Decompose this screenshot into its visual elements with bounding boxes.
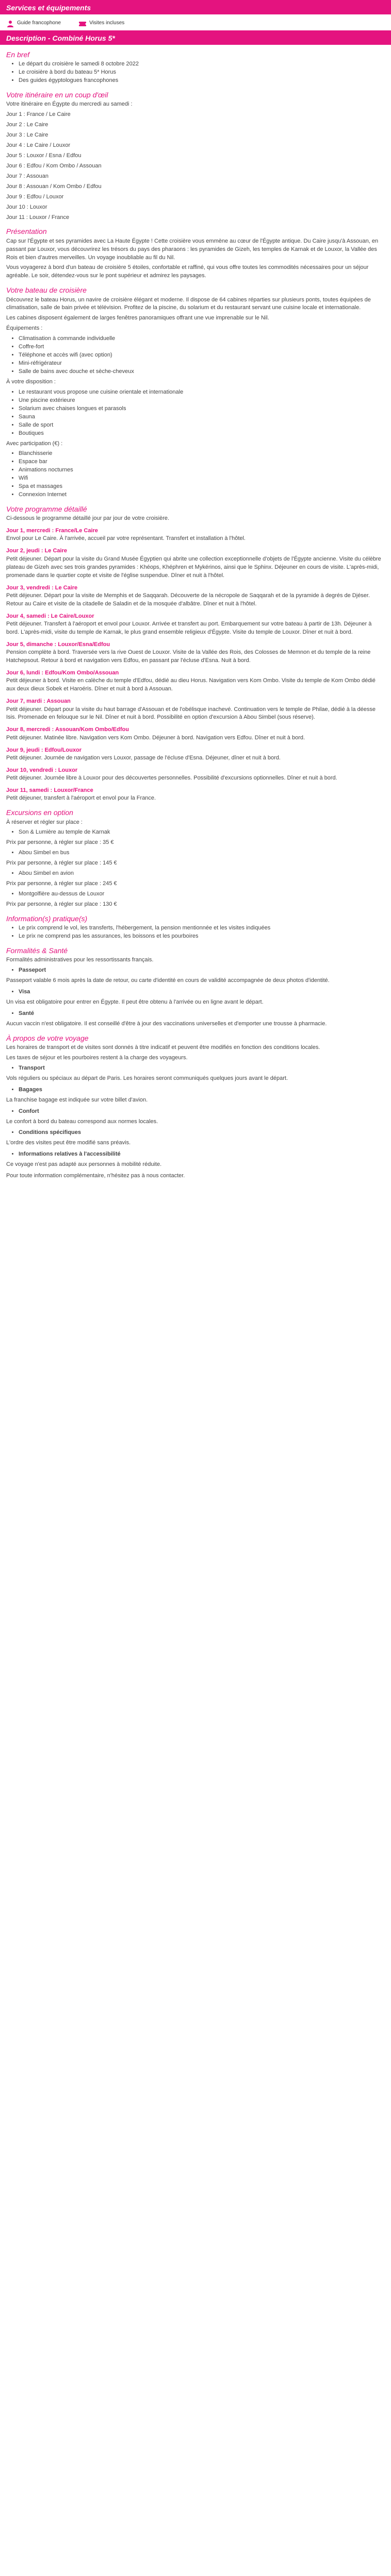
equipment-item: • Mini-réfrigérateur	[19, 360, 385, 368]
program-day-title: Jour 6, lundi : Edfou/Kom Ombo/Assouan	[6, 670, 119, 676]
overview-item: • Des guides égyptologues francophones	[19, 77, 385, 85]
equipment-item: • Téléphone et accès wifi (avec option)	[19, 351, 385, 360]
about-title-list	[6, 1086, 385, 1094]
formalities-heading: Formalités & Santé	[6, 946, 68, 955]
itinerary-day: Jour 7 : Assouan	[6, 173, 48, 179]
itinerary-day: Jour 3 : Le Caire	[6, 132, 48, 138]
equipment-item: • Salle de bains avec douche et sèche-cheveux	[19, 368, 385, 376]
paid-service-item: • Espace bar	[19, 458, 385, 466]
overview-item: • Le départ du croisière le samedi 8 octobre 2022	[19, 60, 385, 69]
about-item-title: • Confort	[19, 1108, 385, 1116]
itinerary-day: Jour 1 : France / Le Caire	[6, 111, 71, 118]
presentation-heading: Présentation	[6, 227, 47, 236]
information-list	[6, 924, 385, 941]
presentation-paragraph: Cap sur l'Égypte et ses pyramides avec La Haute Égypte ! Cette croisière vous emmène au cœur de l'Égypte antique. Du Caire jusqu'à Assouan, en passant par Louxor, vous découvrirez les trésors du pays des pharaons : les pyramides de Gizeh, les temples de Karnak et de Louxor, la Vallée des Rois et bien d'autres merveilles. Un voyage inoubliable au fil du Nil.	[6, 238, 379, 261]
services-title: Services et équipements	[6, 4, 91, 12]
product-page	[0, 0, 391, 1180]
formality-title-list	[6, 967, 385, 975]
service-item: • Une piscine extérieure	[19, 397, 385, 405]
description-title: Description - Combiné Horus 5*	[6, 34, 115, 42]
program-day-text: Petit déjeuner. Départ pour la visite du haut barrage d'Assouan et de l'obélisque inachevé. Continuation vers le temple de Philae, dédié à la déesse Isis. Promenade en felouque sur le Nil. Dîner et nuit à bord. Possibilité en option d'excursion à Abou Simbel (sous réserve).	[6, 706, 376, 721]
excursions-list	[6, 890, 385, 899]
formalities-notes	[6, 967, 385, 1028]
program-intro: Ci-dessous le programme détaillé jour par jour de votre croisière.	[6, 515, 170, 522]
about-item-text: L'ordre des visites peut être modifié sans préavis.	[6, 1140, 131, 1146]
excursion-name: Abou Simbel en avion	[19, 870, 74, 877]
about-notes	[6, 1064, 385, 1169]
formality-text: Aucun vaccin n'est obligatoire. Il est conseillé d'être à jour des vaccinations universelles et d'emporter une trousse à pharmacie.	[6, 1020, 327, 1027]
about-title-list	[6, 1108, 385, 1116]
formalities-intro: Formalités administratives pour les ressortissants français.	[6, 957, 154, 963]
program-day-title: Jour 8, mercredi : Assouan/Kom Ombo/Edfou	[6, 726, 129, 733]
program-day-text: Petit déjeuner, transfert à l'aéroport et envol pour la France.	[6, 795, 156, 802]
services-list	[6, 388, 385, 438]
itinerary-intro: Votre itinéraire en Égypte du mercredi au samedi :	[6, 101, 133, 108]
service-item: • Solarium avec chaises longues et parasols	[19, 405, 385, 413]
excursion-item	[19, 890, 385, 899]
service-item: • Salle de sport	[19, 421, 385, 430]
about-item-title: • Conditions spécifiques	[19, 1129, 385, 1137]
presentation-paragraph: Vous voyagerez à bord d'un bateau de croisière 5 étoiles, confortable et raffiné, qui vous offre toutes les commodités nécessaires pour un séjour agréable. Le soir, détendez-vous sur le pont supérieur et admirez les paysages.	[6, 264, 369, 279]
program-day-text: Petit déjeuner. Matinée libre. Navigation vers Kom Ombo. Déjeuner à bord. Navigation vers Edfou. Dîner et nuit à bord.	[6, 734, 305, 741]
about-title-list	[6, 1129, 385, 1137]
service-item: • Sauna	[19, 413, 385, 421]
program-day-text: Petit déjeuner. Journée libre à Louxor pour des découvertes personnelles. Possibilité d'excursions optionnelles. Dîner et nuit à bord.	[6, 775, 337, 782]
excursions-heading: Excursions en option	[6, 808, 73, 817]
excursion-name: Son & Lumière au temple de Karnak	[19, 829, 110, 836]
ticket-icon	[78, 20, 87, 28]
equipment-item: • Coffre-fort	[19, 343, 385, 351]
formality-title-list	[6, 1010, 385, 1018]
about-item-title: • Transport	[19, 1064, 385, 1073]
information-item: • Le prix comprend le vol, les transferts, l'hébergement, la pension mentionnée et les visites indiquées	[19, 924, 385, 933]
about-paragraph: Les horaires de transport et de visites sont donnés à titre indicatif et peuvent être modifiés en fonction des conditions locales.	[6, 1044, 320, 1050]
service-item: • Boutiques	[19, 430, 385, 438]
program-day-title: Jour 10, vendredi : Louxor	[6, 767, 78, 773]
program-day-title: Jour 3, vendredi : Le Caire	[6, 584, 78, 591]
about-item-text: Le confort à bord du bateau correspond aux normes locales.	[6, 1118, 158, 1125]
program-day-text: Envol pour Le Caire. À l'arrivée, accueil par votre représentant. Transfert et installation à l'hôtel.	[6, 535, 246, 542]
program-day-text: Petit déjeuner. Départ pour la visite du Grand Musée Égyptien qui abrite une collection exceptionnelle d'objets de l'Égypte ancienne. Visite du célèbre plateau de Gizeh avec ses trois grandes pyramides : Khéops, Khéphren et Mykérinos, ainsi que le Sphinx. Déjeuner en cours de visite. L'après-midi, promenade dans le quartier copte et visite de l'église suspendue. Dîner et nuit à l'hôtel.	[6, 555, 381, 579]
information-heading: Information(s) pratique(s)	[6, 914, 88, 923]
guide-icon	[6, 20, 14, 28]
formality-title: • Santé	[19, 1010, 385, 1018]
about-heading: À propos de votre voyage	[6, 1033, 89, 1042]
overview-heading: En bref	[6, 50, 30, 59]
formality-text: Un visa est obligatoire pour entrer en Égypte. Il peut être obtenu à l'arrivée ou en ligne avant le départ.	[6, 998, 264, 1005]
itinerary-day: Jour 5 : Louxor / Esna / Edfou	[6, 152, 82, 159]
about-paragraph: Les taxes de séjour et les pourboires restent à la charge des voyageurs.	[6, 1054, 188, 1061]
paid-services-intro: Avec participation (€) :	[6, 440, 63, 447]
excursions-intro: À réserver et régler sur place :	[6, 819, 83, 825]
description-content	[0, 50, 391, 1180]
program-day-title: Jour 5, dimanche : Louxor/Esna/Edfou	[6, 641, 110, 648]
program-day-title: Jour 2, jeudi : Le Caire	[6, 548, 67, 554]
program-day-title: Jour 7, mardi : Assouan	[6, 698, 71, 705]
program-heading: Votre programme détaillé	[6, 505, 87, 514]
itinerary-summary-heading: Votre itinéraire en un coup d'œil	[6, 91, 108, 99]
excursion-price: Prix par personne, à régler sur place : 35 €	[6, 839, 114, 846]
about-item-title: • Bagages	[19, 1086, 385, 1094]
program-day-title: Jour 11, samedi : Louxor/France	[6, 787, 93, 794]
about-item-text: Ce voyage n'est pas adapté aux personnes à mobilité réduite.	[6, 1161, 162, 1168]
formality-title: • Visa	[19, 988, 385, 996]
itinerary-day: Jour 11 : Louxor / France	[6, 214, 70, 221]
guide-feature	[6, 20, 61, 28]
excursion-item	[19, 849, 385, 857]
paid-service-item: • Blanchisserie	[19, 450, 385, 458]
paid-service-item: • Wifi	[19, 474, 385, 483]
itinerary-day-list	[6, 111, 385, 222]
itinerary-day: Jour 6 : Edfou / Kom Ombo / Assouan	[6, 162, 102, 169]
itinerary-day: Jour 2 : Le Caire	[6, 122, 48, 128]
excursion-item	[19, 870, 385, 878]
excursions-list	[6, 828, 385, 837]
excursions-list	[6, 849, 385, 857]
description-title-bar	[0, 30, 391, 45]
itinerary-day: Jour 4 : Le Caire / Louxor	[6, 142, 71, 148]
program-day-text: Petit déjeuner à bord. Visite en calèche du temple d'Edfou, dédié au dieu Horus. Navigation vers Kom Ombo. Visite du temple de Kom Ombo dédié aux deux dieux Sobek et Haroéris. Dîner et nuit à bord à Assouan.	[6, 677, 376, 692]
program-day-text: Petit déjeuner. Transfert à l'aéroport et envol pour Louxor. Arrivée et transfert au port. Embarquement sur votre bateau à partir de 13h. Déjeuner à bord. L'après-midi, visite du temple de Karnak, le plus grand ensemble religieux d'Égypte. Visite du temple de Louxor. Dîner et nuit à bord.	[6, 621, 372, 635]
excursion-price: Prix par personne, à régler sur place : 245 €	[6, 880, 117, 887]
equipment-item: • Climatisation à commande individuelle	[19, 335, 385, 343]
program-day-text: Petit déjeuner. Départ pour la visite de Memphis et de Saqqarah. Découverte de la nécropole de Saqqarah et de la pyramide à degrés de Djéser. Retour au Caire et visite de la citadelle de Saladin et de la mosquée d'albâtre. Dîner et nuit à l'hôtel.	[6, 592, 370, 607]
program-day-title: Jour 4, samedi : Le Caire/Louxor	[6, 613, 94, 619]
program-day-text: Pension complète à bord. Traversée vers la rive Ouest de Louxor. Visite de la Vallée des Rois, des Colosses de Memnon et du temple de la reine Hatchepsout. Retour à bord et navigation vers Edfou, en passant par l'écluse d'Esna. Nuit à bord.	[6, 649, 371, 664]
excursions-list	[6, 870, 385, 878]
excursion-price: Prix par personne, à régler sur place : 145 €	[6, 860, 117, 867]
overview-item: • Le croisière à bord du bateau 5* Horus	[19, 69, 385, 77]
paid-service-item: • Spa et massages	[19, 483, 385, 491]
service-item: • Le restaurant vous propose une cuisine orientale et internationale	[19, 388, 385, 397]
about-footer: Pour toute information complémentaire, n'hésitez pas à nous contacter.	[6, 1173, 185, 1179]
services-title-bar	[0, 0, 391, 14]
visits-label: Visites incluses	[89, 20, 125, 26]
excursion-name: Abou Simbel en bus	[19, 850, 70, 856]
excursion-name: Montgolfière au-dessus de Louxor	[19, 891, 105, 897]
information-item: • Le prix ne comprend pas les assurances, les boissons et les pourboires	[19, 933, 385, 941]
program-day-text: Petit déjeuner. Journée de navigation vers Louxor, passage de l'écluse d'Esna. Déjeuner, dîner et nuit à bord.	[6, 754, 281, 761]
program-day-title: Jour 9, jeudi : Edfou/Louxor	[6, 747, 82, 753]
visits-feature	[78, 20, 124, 28]
about-title-list	[6, 1150, 385, 1159]
about-item-title: • Informations relatives à l'accessibilité	[19, 1150, 385, 1159]
about-item-text: Vols réguliers ou spéciaux au départ de Paris. Les horaires seront communiqués quelques jours avant le départ.	[6, 1075, 288, 1081]
boat-paragraph: Découvrez le bateau Horus, un navire de croisière élégant et moderne. Il dispose de 64 cabines réparties sur plusieurs ponts, toutes équipées de climatisation, salle de bain privée et télévision. Profitez de la piscine, du solarium et du restaurant servant une cuisine locale et internationale.	[6, 296, 371, 311]
equipment-list	[6, 335, 385, 376]
formality-title-list	[6, 988, 385, 996]
overview-list	[6, 60, 385, 85]
excursion-item	[19, 828, 385, 837]
itinerary-day: Jour 8 : Assouan / Kom Ombo / Edfou	[6, 183, 102, 190]
paid-services-list	[6, 450, 385, 499]
services-icons-row	[0, 14, 391, 28]
program-day-title: Jour 1, mercredi : France/Le Caire	[6, 528, 98, 534]
boat-paragraph: Les cabines disposent également de larges fenêtres panoramiques offrant une vue imprenable sur le Nil.	[6, 315, 269, 321]
about-item-text: La franchise bagage est indiquée sur votre billet d'avion.	[6, 1096, 148, 1103]
itinerary-day: Jour 9 : Edfou / Louxor	[6, 193, 64, 200]
services-intro: À votre disposition :	[6, 378, 56, 385]
boat-heading: Votre bateau de croisière	[6, 286, 87, 295]
excursion-price: Prix par personne, à régler sur place : 130 €	[6, 901, 117, 908]
itinerary-day: Jour 10 : Louxor	[6, 204, 47, 210]
guide-label: Guide francophone	[17, 20, 61, 26]
formality-title: • Passeport	[19, 967, 385, 975]
about-title-list	[6, 1064, 385, 1073]
paid-service-item: • Animations nocturnes	[19, 466, 385, 474]
equipment-intro: Équipements :	[6, 325, 43, 332]
paid-service-item: • Connexion Internet	[19, 491, 385, 499]
formality-text: Passeport valable 6 mois après la date de retour, ou carte d'identité en cours de validité accompagnée de deux photos d'identité.	[6, 977, 330, 984]
